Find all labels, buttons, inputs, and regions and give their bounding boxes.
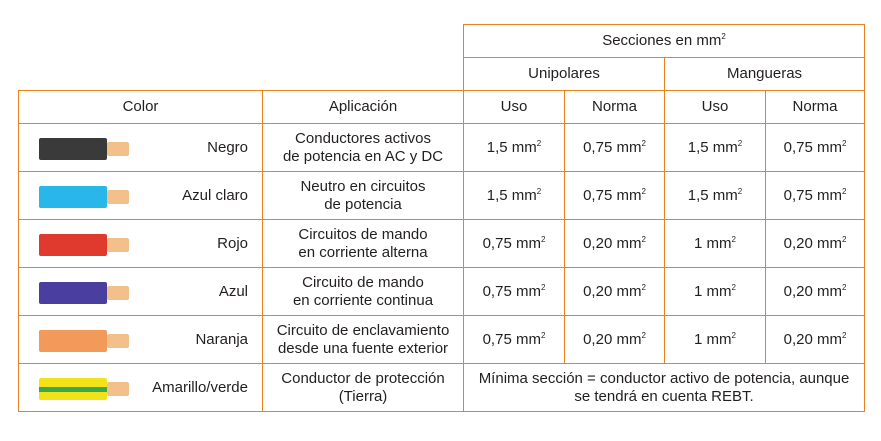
man-norma-cell: 0,20 $mm^2$ [766, 268, 865, 316]
unipolares-header: Unipolares [464, 58, 665, 91]
application-cell: Circuitos de mando en corriente alterna [263, 220, 464, 268]
table-row [19, 364, 865, 412]
cable-icon [39, 234, 130, 256]
uni-norma-cell: 0,20 $mm^2$ [565, 220, 665, 268]
uni-norma-cell: 0,20 $mm^2$ [565, 316, 665, 364]
mangueras-header: Mangueras [665, 58, 865, 91]
uni-uso-cell: 0,75 $mm^2$ [464, 316, 565, 364]
color-name: Negro [207, 138, 248, 156]
man-norma-cell: 0,75 $mm^2$ [766, 172, 865, 220]
table-row [19, 172, 865, 220]
blank-corner-2 [19, 58, 464, 91]
uni-norma-cell: 0,75 $mm^2$ [565, 124, 665, 172]
color-header: Color [19, 91, 263, 124]
application-cell: Conductor de protección (Tierra) [263, 364, 464, 412]
man-uso-cell: 1,5 $mm^2$ [665, 172, 766, 220]
color-cell [19, 220, 263, 268]
man-norma-cell: 0,20 $mm^2$ [766, 316, 865, 364]
cable-icon [39, 186, 130, 208]
table-row [19, 268, 865, 316]
color-cell [19, 316, 263, 364]
color-name: Azul claro [182, 186, 248, 204]
man-uso-header: Uso [665, 91, 766, 124]
aplicacion-header: Aplicación [263, 91, 464, 124]
cable-icon [39, 330, 130, 352]
man-norma-header: Norma [766, 91, 865, 124]
header-row-3 [19, 91, 865, 124]
uni-norma-cell: 0,20 $mm^2$ [565, 268, 665, 316]
section-note: Mínima sección = conductor activo de potencia, aunque se tendrá en cuenta REBT. [464, 364, 865, 412]
uni-uso-cell: 0,75 $mm^2$ [464, 220, 565, 268]
header-row-2 [19, 58, 865, 91]
man-uso-cell: 1 $mm^2$ [665, 220, 766, 268]
uni-uso-cell: 1,5 $mm^2$ [464, 124, 565, 172]
uni-norma-header: Norma [565, 91, 665, 124]
application-cell: Neutro en circuitos de potencia [263, 172, 464, 220]
color-cell [19, 172, 263, 220]
application-cell: Circuito de mando en corriente continua [263, 268, 464, 316]
uni-norma-cell: 0,75 $mm^2$ [565, 172, 665, 220]
color-name: Naranja [195, 330, 248, 348]
color-name: Rojo [217, 234, 248, 252]
cable-icon [39, 378, 130, 400]
cable-icon [39, 282, 130, 304]
cable-icon [39, 138, 130, 160]
man-uso-cell: 1,5 $mm^2$ [665, 124, 766, 172]
color-cell [19, 124, 263, 172]
application-cell: Conductores activos de potencia en AC y DC [263, 124, 464, 172]
table-row [19, 220, 865, 268]
color-name: Azul [218, 282, 248, 300]
secciones-header: Secciones en $mm^2$ [464, 25, 865, 58]
blank-corner [19, 25, 464, 58]
uni-uso-cell: 0,75 $mm^2$ [464, 268, 565, 316]
man-norma-cell: 0,20 $mm^2$ [766, 220, 865, 268]
color-name: Amarillo/verde [152, 378, 248, 396]
header-row-1 [19, 25, 865, 58]
uni-uso-cell: 1,5 $mm^2$ [464, 172, 565, 220]
color-cell [19, 364, 263, 412]
man-uso-cell: 1 $mm^2$ [665, 268, 766, 316]
table-row [19, 316, 865, 364]
man-uso-cell: 1 $mm^2$ [665, 316, 766, 364]
table-row [19, 124, 865, 172]
color-cell [19, 268, 263, 316]
cable-color-table [18, 24, 865, 412]
man-norma-cell: 0,75 $mm^2$ [766, 124, 865, 172]
application-cell: Circuito de enclavamiento desde una fuente exterior [263, 316, 464, 364]
uni-uso-header: Uso [464, 91, 565, 124]
